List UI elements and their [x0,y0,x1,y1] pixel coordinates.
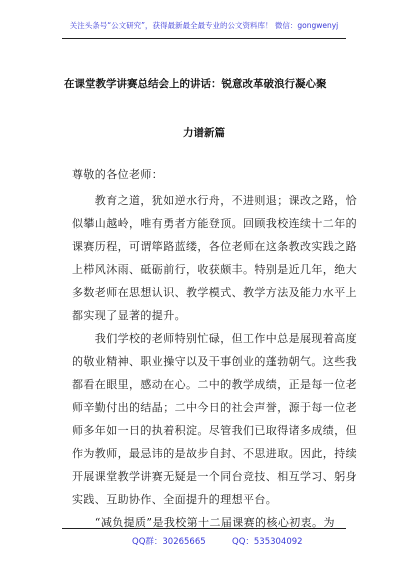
header-notice: 关注头条号“公文研究”，获得最新最全最专业的公文资料库！ 微信：gongwenyj [69,21,339,30]
body-line: 开展课堂教学讲赛无疑是一个同台竞技、相互学习、躬身 [72,470,357,483]
body-line: 师多年如一日的执着积淀。尽管我们已取得诸多成绩，但 [72,424,357,437]
body-line: 我们学校的老师特别忙碌，但工作中总是展现着高度 [72,332,357,345]
document-subtitle: 力谱新篇 [183,127,225,139]
body-line: 师辛勤付出的结晶；二中今日的社会声誉，源于每一位老 [72,401,357,414]
body-line: 实践、互助协作、全面提升的理想平台。 [72,493,278,506]
header-divider [62,38,346,39]
body-line: 上栉风沐雨、砥砺前行，收获颇丰。特别是近几年，绝大 [72,263,357,276]
footer-qq-group: QQ群：30265665 [132,537,206,547]
document-title: 在课堂教学讲赛总结会上的讲话：锐意改革破浪行凝心聚 [64,78,327,90]
body-line: 都看在眼里，感动在心。二中的教学成绩，正是每一位老 [72,378,357,391]
body-line: 多数老师在思想认识、教学模式、教学方法及能力水平上 [72,286,357,299]
body-line: 作为教师，最忌讳的是故步自封、不思进取。因此，持续 [72,447,357,460]
body-line: 都实现了显著的提升。 [72,309,186,322]
footer-divider [62,528,346,529]
body-line: 教育之道，犹如逆水行舟，不进则退；课改之路，恰 [72,194,357,207]
body-line: 的敬业精神、职业操守以及干事创业的蓬勃朝气。这些我 [72,355,357,368]
body-line: 尊敬的各位老师： [72,168,164,181]
body-line: 课赛历程，可谓筚路蓝缕，各位老师在这条教改实践之路 [72,240,357,253]
body-line: 似攀山越岭，唯有勇者方能登顶。回顾我校连续十二年的 [72,217,357,230]
body-line: “减负提质”是我校第十二届课赛的核心初衷。为 [72,516,335,529]
footer-qq: QQ：535304092 [232,537,303,547]
